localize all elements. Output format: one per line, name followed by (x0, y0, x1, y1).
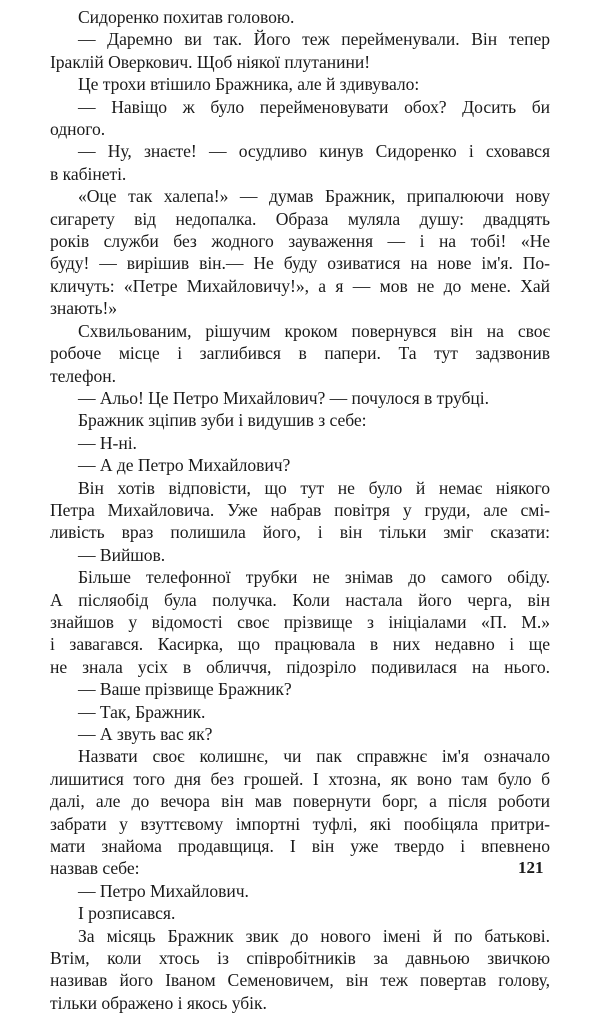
text-line: називав його Іваном Семеновичем, він теж повертав голову, (50, 970, 550, 991)
text-line: — Ваше прізвище Бражник? (78, 679, 292, 700)
text-line: — А де Петро Михайлович? (78, 455, 291, 476)
text-line: Більше телефонної трубки не знімав до самого обіду. (78, 567, 550, 588)
text-line: телефон. (50, 365, 116, 386)
text-line: — Ну, знаєте! — осудливо кинув Сидоренко і сховався (78, 141, 550, 162)
text-line: лишитися того дня без грошей. І хтозна, як воно там було б (50, 768, 550, 789)
text-line: — Вийшов. (78, 544, 166, 565)
text-line: далі, але до вечора він мав повернути борг, а після роботи (50, 791, 550, 812)
text-line: Це трохи втішило Бражника, але й здивувало: (78, 74, 420, 95)
text-line: назвав себе: (50, 858, 140, 879)
text-line: Петра Михайловича. Уже набрав повітря у груди, але смі- (50, 499, 550, 520)
text-line: «Оце так халепа!» — думав Бражник, припалюючи нову (78, 186, 550, 207)
text-line: І розписався. (78, 903, 176, 924)
text-line: сигарету від недопалка. Образа муляла душу: двадцять (50, 208, 550, 229)
text-line: кличуть: «Петре Михайловичу!», а я — мов не до мене. Хай (50, 275, 550, 296)
text-line: Бражник зціпив зуби і видушив з себе: (78, 410, 367, 431)
text-line: Іраклій Оверкович. Щоб ніякої плутанини! (50, 51, 371, 72)
text-line: забрати у взуттєвому імпортні туфлі, які пообіцяла притри- (50, 813, 550, 834)
text-line: Сидоренко похитав головою. (78, 7, 295, 27)
text-line: А післяобід була получка. Коли настала його черга, він (50, 589, 550, 610)
text-line: робоче місце і заглибився в папери. Та тут задзвонив (50, 343, 550, 364)
text-line: знають!» (50, 298, 118, 319)
text-line: — Даремно ви так. Його теж перейменували. Він тепер (78, 29, 550, 50)
text-line: років служби без жодного зауваження — і на тобі! «Не (50, 231, 550, 252)
page-text (50, 6, 550, 1014)
text-line: мати знайома продавщиця. І він уже твердо і впевнено (50, 836, 550, 857)
text-line: Назвати своє колишнє, чи пак справжнє ім'я означало (78, 746, 550, 767)
text-line: — Н-ні. (78, 432, 137, 453)
text-line: ливість враз полишила його, і він тільки зміг сказати: (50, 522, 550, 543)
text-line: знайшов у відомості своє прізвище з ініціалами «П. М.» (50, 611, 550, 632)
text-line: За місяць Бражник звик до нового імені й по батькові. (78, 925, 550, 946)
text-line: Він хотів відповісти, що тут не було й немає ніякого (78, 477, 550, 498)
text-line: тільки ображено і якось убік. (50, 992, 267, 1013)
text-line: Схвильованим, рішучим кроком повернувся він на своє (78, 320, 550, 341)
text-line: — Навіщо ж було перейменовувати обох? Досить би (78, 96, 550, 117)
text-line: і завагався. Касирка, що працювала в них недавно і ще (50, 634, 550, 655)
text-line: — Альо! Це Петро Михайлович? — почулося в трубці. (78, 387, 489, 408)
text-line: одного. (50, 119, 106, 140)
text-line: Втім, коли хтось із співробітників за давньою звичкою (50, 948, 550, 969)
text-line: в кабінеті. (50, 163, 127, 184)
page-number: 121 (518, 858, 544, 877)
text-line: — А звуть вас як? (78, 724, 213, 744)
text-line: — Петро Михайлович. (78, 880, 249, 901)
text-line: буду! — вирішив він.— Не буду озиватися на нове ім'я. По- (50, 253, 550, 274)
text-line: — Так, Бражник. (78, 701, 206, 722)
text-line: не знала усіх в обличчя, підозріло подивилася на нього. (50, 656, 550, 677)
